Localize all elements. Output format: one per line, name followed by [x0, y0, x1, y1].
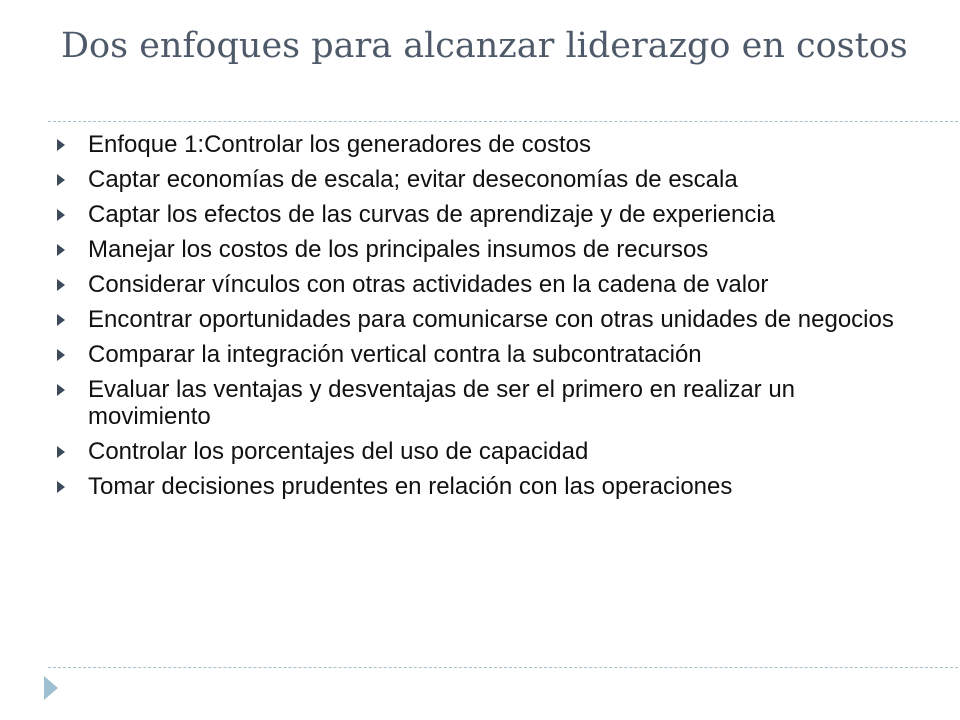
bullet-text: Encontrar oportunidades para comunicarse con otras unidades de negocios [88, 306, 894, 333]
bullet-list [57, 131, 917, 508]
list-item [57, 131, 917, 158]
list-item [57, 236, 917, 263]
list-item [57, 166, 917, 193]
list-item [57, 473, 917, 500]
bullet-text: Manejar los costos de los principales insumos de recursos [88, 236, 709, 263]
list-item [57, 438, 917, 465]
corner-triangle-icon [44, 676, 58, 700]
footer-divider [48, 667, 960, 668]
list-item [57, 306, 917, 333]
bullet-text: Considerar vínculos con otras actividades en la cadena de valor [88, 271, 769, 298]
triangle-right-icon [57, 446, 65, 458]
title-divider [48, 121, 960, 122]
bullet-text: Enfoque 1:Controlar los generadores de costos [88, 131, 591, 158]
list-item [57, 271, 917, 298]
bullet-text: Controlar los porcentajes del uso de capacidad [88, 438, 589, 465]
triangle-right-icon [57, 174, 65, 186]
triangle-right-icon [57, 209, 65, 221]
list-item [57, 341, 917, 368]
list-item [57, 201, 917, 228]
bullet-text: Captar los efectos de las curvas de aprendizaje y de experiencia [88, 201, 776, 228]
triangle-right-icon [57, 139, 65, 151]
list-item [57, 376, 917, 430]
slide-title: Dos enfoques para alcanzar liderazgo en costos [61, 26, 908, 66]
bullet-text: Comparar la integración vertical contra la subcontratación [88, 341, 702, 368]
triangle-right-icon [57, 481, 65, 493]
triangle-right-icon [57, 244, 65, 256]
bullet-text: Evaluar las ventajas y desventajas de ser el primero en realizar un movimiento [88, 376, 796, 430]
triangle-right-icon [57, 384, 65, 396]
triangle-right-icon [57, 279, 65, 291]
triangle-right-icon [57, 314, 65, 326]
bullet-text: Tomar decisiones prudentes en relación con las operaciones [88, 473, 733, 500]
bullet-text: Captar economías de escala; evitar deseconomías de escala [88, 166, 738, 193]
triangle-right-icon [57, 349, 65, 361]
